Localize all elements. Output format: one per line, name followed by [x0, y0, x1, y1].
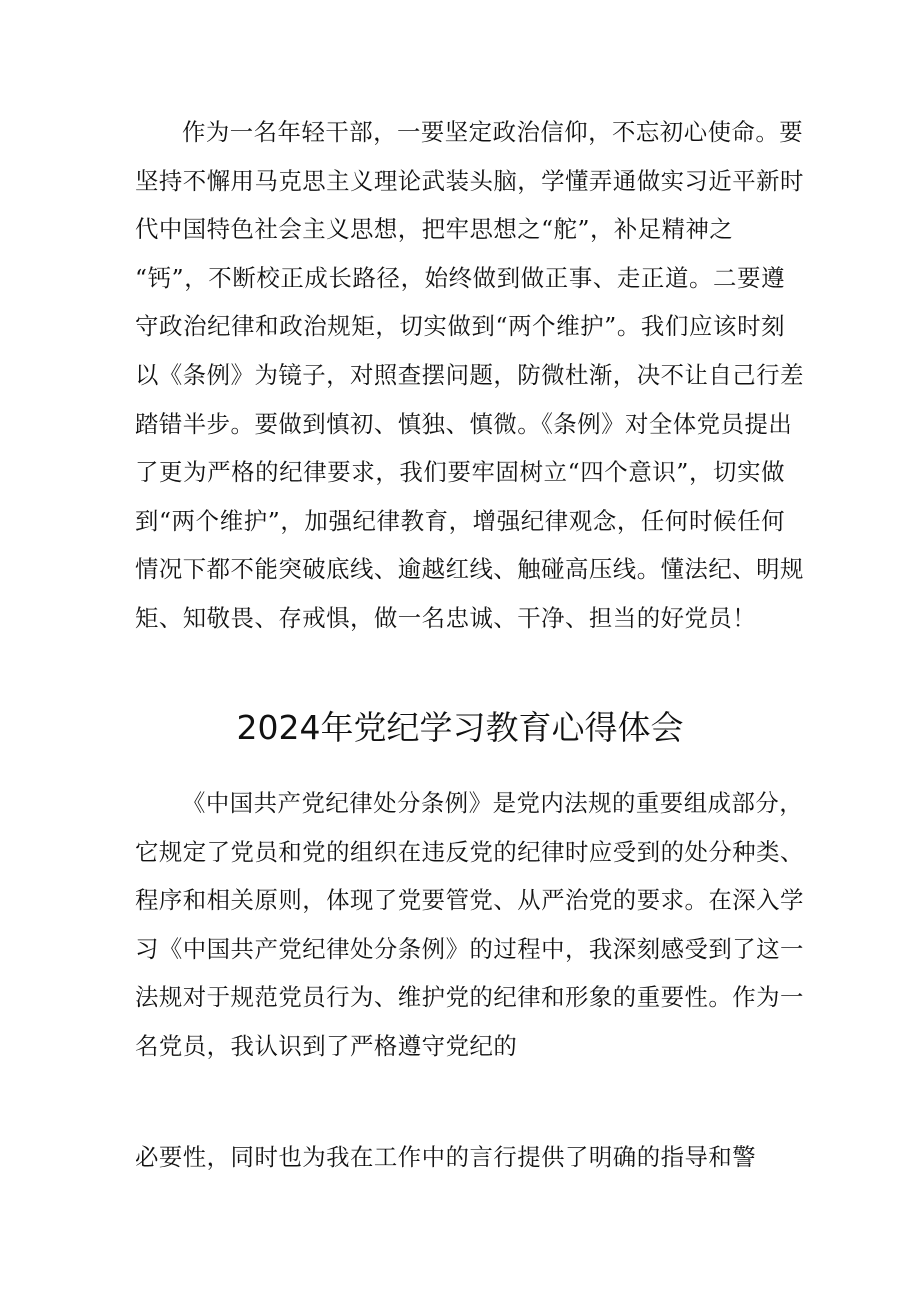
text-line: 了更为严格的纪律要求，我们要牢固树立“四个意识”，切实做: [135, 458, 785, 487]
text-line: 名党员，我认识到了严格遵守党纪的: [135, 1031, 518, 1060]
paragraph-young-cadre: [135, 108, 804, 643]
text-line: 到“两个维护”，加强纪律教育，增强纪律观念，任何时候任何: [135, 506, 785, 535]
text-line: 它规定了党员和党的组织在违反党的纪律时应受到的处分种类、: [135, 837, 804, 866]
text-line: “钙”，不断校正成长路径，始终做到做正事、走正道。二要遵: [135, 263, 785, 292]
section-title: 2024年党纪学习教育心得体会: [236, 708, 684, 747]
text-line: 踏错半步。要做到慎初、慎独、慎微。《条例》对全体党员提出: [135, 409, 793, 438]
text-line: 代中国特色社会主义思想，把牢思想之“舵”，补足精神之: [135, 215, 734, 244]
text-line: 必要性，同时也为我在工作中的言行提供了明确的指导和警: [135, 1143, 757, 1171]
text-line: 情况下都不能突破底线、逾越红线、触碰高压线。懂法纪、明规: [135, 555, 804, 584]
text-line: 作为一名年轻干部，一要坚定政治信仰，不忘初心使命。要: [182, 118, 804, 146]
text-line: 程序和相关原则，体现了党要管党、从严治党的要求。在深入学: [135, 886, 804, 915]
text-line: 习《中国共产党纪律处分条例》的过程中，我深刻感受到了这一: [135, 934, 804, 963]
text-line: 守政治纪律和政治规矩，切实做到“两个维护”。我们应该时刻: [135, 312, 785, 341]
text-line: 坚持不懈用马克思主义理论武装头脑，学懂弄通做实习近平新时: [135, 166, 804, 195]
text-line: 以《条例》为镜子，对照查摆问题，防微杜渐，决不让自己行差: [135, 360, 804, 389]
paragraph-regulations: [135, 779, 804, 1071]
text-line: 矩、知敬畏、存戒惧，做一名忠诚、干净、担当的好党员！: [135, 603, 757, 632]
paragraph-necessity: [135, 1133, 785, 1182]
text-line: 《中国共产党纪律处分条例》是党内法规的重要组成部分，: [182, 789, 804, 817]
text-line: 法规对于规范党员行为、维护党的纪律和形象的重要性。作为一: [135, 983, 804, 1012]
